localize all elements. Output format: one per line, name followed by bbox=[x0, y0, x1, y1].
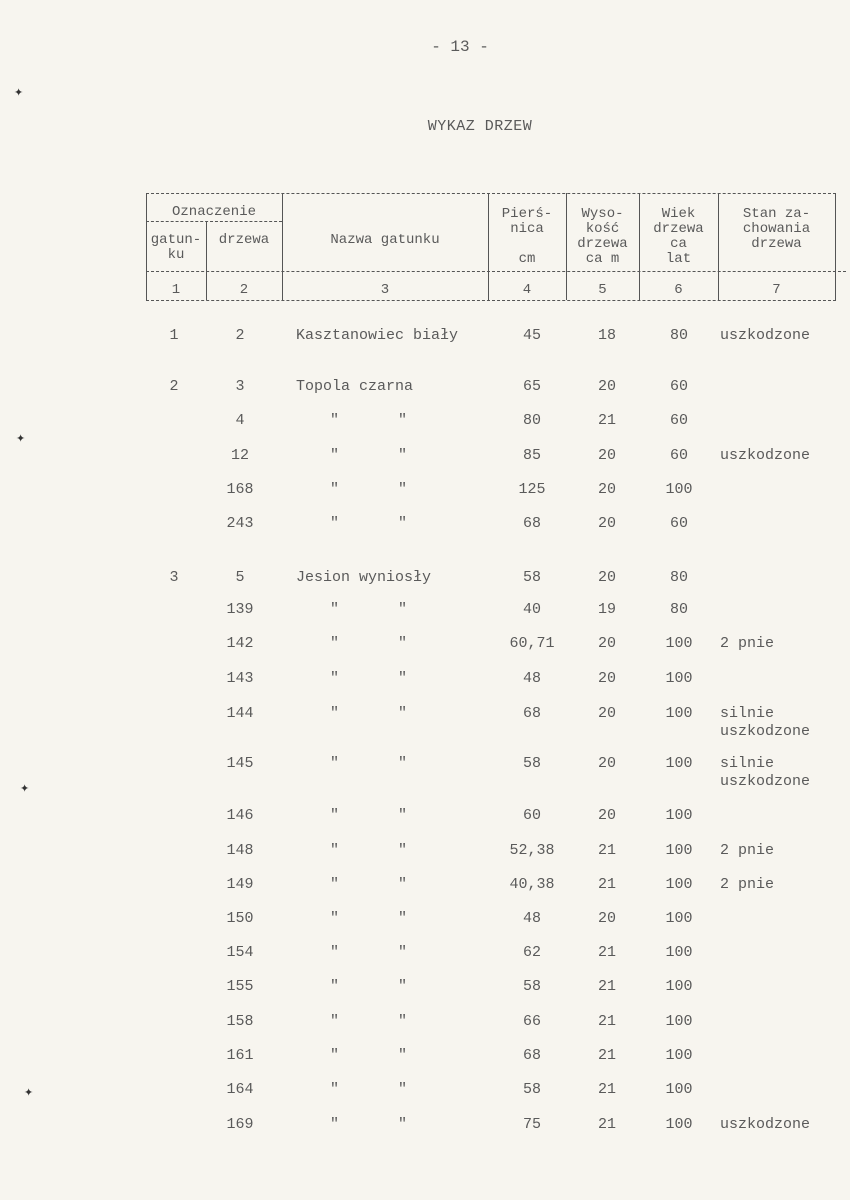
header-wiek: Wiek drzewa ca lat bbox=[653, 206, 704, 267]
page-number: - 13 - bbox=[431, 38, 489, 56]
tree-no: 161 bbox=[226, 1047, 254, 1064]
ditto-mark: " bbox=[330, 807, 340, 824]
age-value: 100 bbox=[665, 842, 693, 859]
height-value: 21 bbox=[597, 1116, 616, 1133]
diameter-value: 68 bbox=[522, 1047, 541, 1064]
age-value: 100 bbox=[665, 978, 693, 995]
height-value: 20 bbox=[597, 755, 616, 772]
header-oznaczenie: Oznaczenie bbox=[171, 204, 256, 220]
tree-no: 164 bbox=[226, 1081, 254, 1098]
ditto-mark: " bbox=[330, 755, 340, 772]
tree-no: 169 bbox=[226, 1116, 254, 1133]
species-no: 1 bbox=[169, 327, 179, 344]
condition-value: uszkodzone bbox=[720, 447, 811, 464]
diameter-value: 65 bbox=[522, 378, 541, 395]
tree-no: 144 bbox=[226, 705, 254, 722]
ditto-mark: " bbox=[398, 1081, 408, 1098]
ditto-mark: " bbox=[398, 944, 408, 961]
tree-no: 145 bbox=[226, 755, 254, 772]
age-value: 100 bbox=[665, 1013, 693, 1030]
header-nazwa-gatunku: Nazwa gatunku bbox=[330, 232, 440, 248]
height-value: 21 bbox=[597, 412, 616, 429]
height-value: 21 bbox=[597, 978, 616, 995]
diameter-value: 52,38 bbox=[509, 842, 555, 859]
diameter-value: 48 bbox=[522, 910, 541, 927]
diameter-value: 58 bbox=[522, 978, 541, 995]
age-value: 60 bbox=[669, 378, 688, 395]
ditto-mark: " bbox=[330, 1081, 340, 1098]
header-num-3: 3 bbox=[380, 282, 390, 298]
ditto-mark: " bbox=[330, 601, 340, 618]
ditto-mark: " bbox=[398, 670, 408, 687]
ditto-mark: " bbox=[398, 755, 408, 772]
ditto-mark: " bbox=[330, 481, 340, 498]
species-name: Jesion wyniosły bbox=[296, 569, 432, 586]
tree-no: 149 bbox=[226, 876, 254, 893]
diameter-value: 45 bbox=[522, 327, 541, 344]
condition-value: uszkodzone bbox=[720, 1116, 811, 1133]
height-value: 20 bbox=[597, 447, 616, 464]
age-value: 100 bbox=[665, 635, 693, 652]
ditto-mark: " bbox=[398, 481, 408, 498]
tree-no: 155 bbox=[226, 978, 254, 995]
diameter-value: 40 bbox=[522, 601, 541, 618]
tree-no: 146 bbox=[226, 807, 254, 824]
ditto-mark: " bbox=[330, 944, 340, 961]
height-value: 19 bbox=[597, 601, 616, 618]
age-value: 60 bbox=[669, 447, 688, 464]
species-no: 3 bbox=[169, 569, 179, 586]
tree-no: 4 bbox=[235, 412, 245, 429]
species-no: 2 bbox=[169, 378, 179, 395]
header-num-7: 7 bbox=[772, 282, 781, 298]
diameter-value: 80 bbox=[522, 412, 541, 429]
header-num-6: 6 bbox=[674, 282, 683, 298]
diameter-value: 68 bbox=[522, 515, 541, 532]
tree-no: 143 bbox=[226, 670, 254, 687]
age-value: 80 bbox=[669, 601, 688, 618]
ditto-mark: " bbox=[398, 412, 408, 429]
age-value: 100 bbox=[665, 755, 693, 772]
ditto-mark: " bbox=[330, 635, 340, 652]
diameter-value: 58 bbox=[522, 569, 541, 586]
ditto-mark: " bbox=[398, 842, 408, 859]
age-value: 80 bbox=[669, 569, 688, 586]
ditto-mark: " bbox=[330, 670, 340, 687]
tree-no: 12 bbox=[230, 447, 249, 464]
header-gatunku: gatun- ku bbox=[150, 232, 202, 263]
age-value: 100 bbox=[665, 1116, 693, 1133]
page-title: WYKAZ DRZEW bbox=[427, 118, 533, 135]
ditto-mark: " bbox=[330, 515, 340, 532]
diameter-value: 58 bbox=[522, 755, 541, 772]
ditto-mark: " bbox=[330, 876, 340, 893]
height-value: 20 bbox=[597, 807, 616, 824]
height-value: 20 bbox=[597, 910, 616, 927]
height-value: 21 bbox=[597, 1081, 616, 1098]
tree-no: 142 bbox=[226, 635, 254, 652]
height-value: 21 bbox=[597, 1013, 616, 1030]
ditto-mark: " bbox=[330, 447, 340, 464]
height-value: 18 bbox=[597, 327, 616, 344]
age-value: 100 bbox=[665, 807, 693, 824]
height-value: 20 bbox=[597, 481, 616, 498]
ditto-mark: " bbox=[330, 1013, 340, 1030]
ditto-mark: " bbox=[398, 1013, 408, 1030]
diameter-value: 66 bbox=[522, 1013, 541, 1030]
height-value: 20 bbox=[597, 378, 616, 395]
ditto-mark: " bbox=[330, 1047, 340, 1064]
ditto-mark: " bbox=[330, 1116, 340, 1133]
condition-value: silnie uszkodzone bbox=[720, 755, 811, 790]
header-num-5: 5 bbox=[598, 282, 607, 298]
age-value: 100 bbox=[665, 1081, 693, 1098]
age-value: 100 bbox=[665, 481, 693, 498]
condition-value: 2 pnie bbox=[720, 635, 775, 652]
ditto-mark: " bbox=[398, 1116, 408, 1133]
tree-no: 139 bbox=[226, 601, 254, 618]
header-num-4: 4 bbox=[522, 282, 532, 298]
age-value: 100 bbox=[665, 705, 693, 722]
age-value: 100 bbox=[665, 670, 693, 687]
header-wysokosc: Wyso- kość drzewa ca m bbox=[577, 206, 628, 267]
height-value: 20 bbox=[597, 515, 616, 532]
age-value: 100 bbox=[665, 944, 693, 961]
diameter-value: 125 bbox=[518, 481, 546, 498]
ditto-mark: " bbox=[398, 807, 408, 824]
height-value: 20 bbox=[597, 635, 616, 652]
ditto-mark: " bbox=[398, 635, 408, 652]
ditto-mark: " bbox=[398, 876, 408, 893]
species-name: Kasztanowiec biały bbox=[296, 327, 459, 344]
condition-value: 2 pnie bbox=[720, 842, 775, 859]
tree-no: 243 bbox=[226, 515, 254, 532]
height-value: 21 bbox=[597, 876, 616, 893]
diameter-value: 60,71 bbox=[509, 635, 555, 652]
diameter-value: 85 bbox=[522, 447, 541, 464]
ditto-mark: " bbox=[398, 910, 408, 927]
diameter-value: 62 bbox=[522, 944, 541, 961]
ditto-mark: " bbox=[398, 601, 408, 618]
ditto-mark: " bbox=[330, 842, 340, 859]
margin-mark: ✦ bbox=[16, 432, 26, 445]
diameter-value: 48 bbox=[522, 670, 541, 687]
diameter-value: 75 bbox=[522, 1116, 541, 1133]
tree-no: 168 bbox=[226, 481, 254, 498]
header-num-2: 2 bbox=[239, 282, 249, 298]
tree-no: 154 bbox=[226, 944, 254, 961]
tree-no: 148 bbox=[226, 842, 254, 859]
margin-mark: ✦ bbox=[24, 1086, 34, 1099]
header-stan: Stan za- chowania drzewa bbox=[742, 206, 811, 252]
ditto-mark: " bbox=[330, 978, 340, 995]
tree-no: 5 bbox=[235, 569, 245, 586]
height-value: 21 bbox=[597, 842, 616, 859]
age-value: 80 bbox=[669, 327, 688, 344]
tree-no: 158 bbox=[226, 1013, 254, 1030]
header-piersnica: Pierś- nica cm bbox=[501, 206, 553, 267]
diameter-value: 40,38 bbox=[509, 876, 555, 893]
condition-value: uszkodzone bbox=[720, 327, 811, 344]
tree-no: 3 bbox=[235, 378, 245, 395]
height-value: 20 bbox=[597, 569, 616, 586]
condition-value: silnie uszkodzone bbox=[720, 705, 811, 740]
age-value: 100 bbox=[665, 876, 693, 893]
header-drzewa: drzewa bbox=[218, 232, 270, 248]
diameter-value: 68 bbox=[522, 705, 541, 722]
tree-no: 2 bbox=[235, 327, 245, 344]
ditto-mark: " bbox=[330, 412, 340, 429]
ditto-mark: " bbox=[398, 1047, 408, 1064]
age-value: 100 bbox=[665, 910, 693, 927]
margin-mark: ✦ bbox=[14, 86, 24, 99]
height-value: 21 bbox=[597, 944, 616, 961]
ditto-mark: " bbox=[398, 447, 408, 464]
species-name: Topola czarna bbox=[296, 378, 414, 395]
diameter-value: 58 bbox=[522, 1081, 541, 1098]
ditto-mark: " bbox=[330, 705, 340, 722]
margin-mark: ✦ bbox=[20, 782, 30, 795]
age-value: 60 bbox=[669, 412, 688, 429]
height-value: 21 bbox=[597, 1047, 616, 1064]
ditto-mark: " bbox=[398, 978, 408, 995]
height-value: 20 bbox=[597, 705, 616, 722]
age-value: 60 bbox=[669, 515, 688, 532]
ditto-mark: " bbox=[398, 515, 408, 532]
ditto-mark: " bbox=[398, 705, 408, 722]
tree-no: 150 bbox=[226, 910, 254, 927]
height-value: 20 bbox=[597, 670, 616, 687]
header-num-1: 1 bbox=[171, 282, 181, 298]
diameter-value: 60 bbox=[522, 807, 541, 824]
condition-value: 2 pnie bbox=[720, 876, 775, 893]
age-value: 100 bbox=[665, 1047, 693, 1064]
ditto-mark: " bbox=[330, 910, 340, 927]
